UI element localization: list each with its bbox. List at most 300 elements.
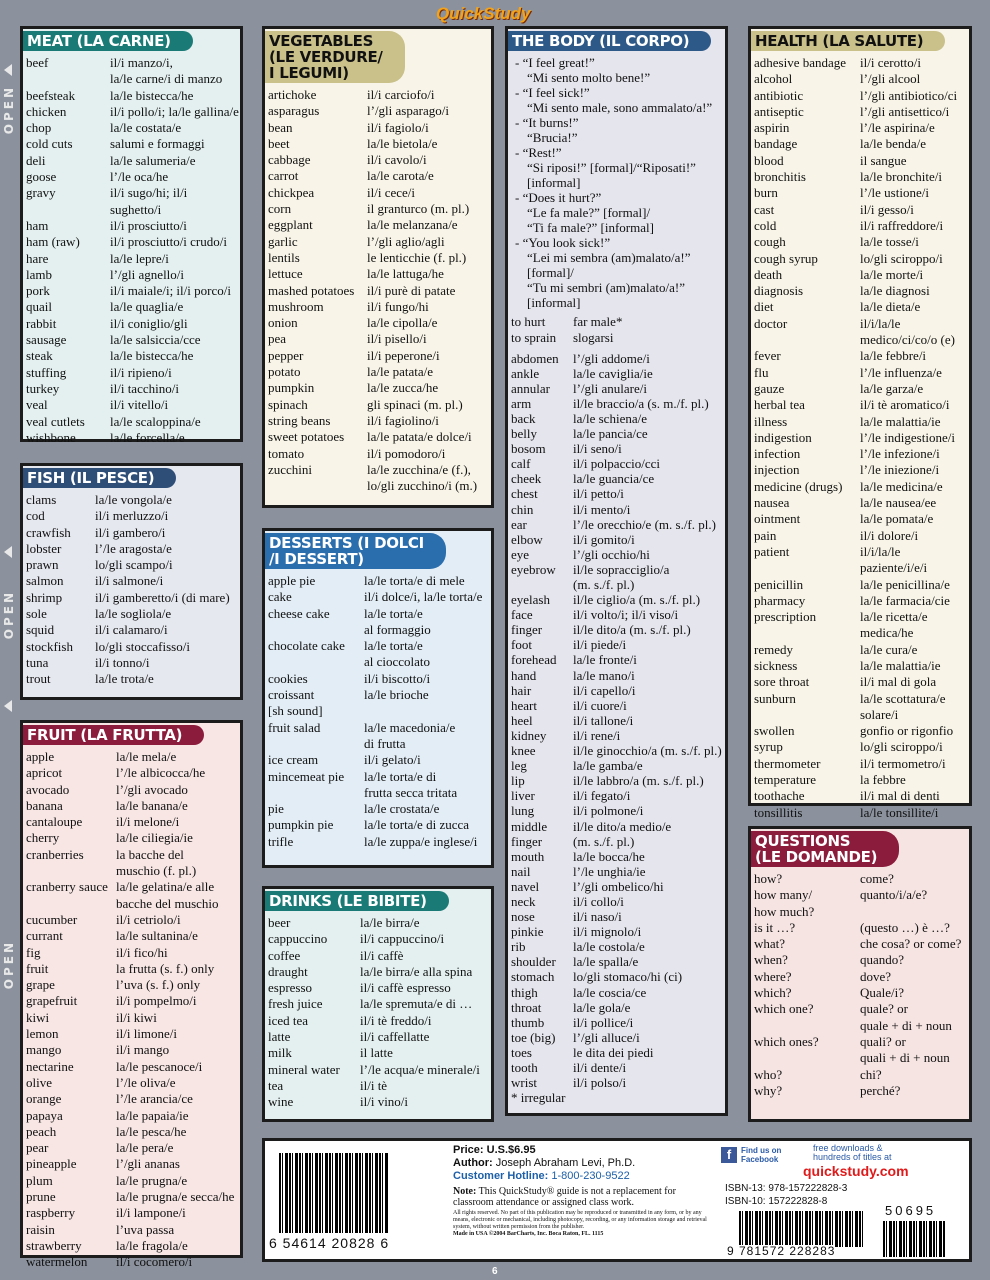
list-item	[26, 120, 240, 136]
italian-term: la/le pescanoce/i	[116, 1058, 203, 1074]
italian-term: la/le mano/i	[573, 667, 635, 683]
list-item	[268, 413, 491, 429]
list-item	[26, 1189, 240, 1205]
italian-term: l’/le oca/he	[110, 169, 169, 185]
english-term: lemon	[26, 1026, 59, 1042]
italian-term: la/le pomata/e	[860, 511, 934, 527]
english-term: ointment	[754, 511, 801, 527]
open-arrow-icon	[4, 64, 12, 76]
english-term: indigestion	[754, 429, 812, 445]
italian-term: la febbre	[860, 772, 906, 788]
english-term: grapefruit	[26, 993, 78, 1009]
english-term: injection	[754, 462, 800, 478]
italian-term: il/i tallone/i	[573, 712, 634, 728]
list-item	[26, 557, 240, 573]
panel-title: FISH (IL PESCE)	[23, 468, 176, 488]
list-item	[268, 446, 491, 462]
italian-term: la/le birra/e alla spina	[360, 963, 473, 979]
italian-term: il/i polpaccio/cci	[573, 456, 660, 472]
list-item	[268, 769, 491, 802]
english-term: fever	[754, 348, 781, 364]
english-term: sunburn	[754, 690, 796, 706]
english-term: steak	[26, 348, 53, 364]
english-term: deli	[26, 152, 46, 168]
list-item	[754, 462, 969, 478]
english-term: pumpkin pie	[268, 817, 334, 833]
english-term: chicken	[26, 103, 67, 119]
italian-term: la/le pera/e	[116, 1140, 174, 1156]
italian-term: l’/gli alcool	[860, 71, 921, 87]
english-term: finger	[511, 622, 543, 638]
italian-term: la/le pesca/he	[116, 1123, 187, 1139]
list-item	[754, 788, 969, 804]
english-term: fig	[26, 944, 41, 960]
italian-term: il/i caffellatte	[360, 1029, 430, 1045]
italian-term: la bacche del muschio (f. pl.)	[116, 846, 197, 879]
list-item	[754, 185, 969, 201]
english-term: middle finger	[511, 818, 548, 849]
italian-term: la/le torta/e di zucca	[364, 817, 470, 833]
english-term: plum	[26, 1172, 53, 1188]
english-term: where?	[754, 968, 792, 984]
list-item	[511, 1030, 725, 1045]
italian-term: il/i fagiolo/i	[367, 119, 429, 135]
vocab-list	[26, 55, 240, 446]
italian-term: la/le bietola/e	[367, 135, 438, 151]
italian-term: la/le vongola/e	[95, 492, 172, 507]
english-term: nectarine	[26, 1058, 74, 1074]
vocab-list	[268, 573, 491, 850]
english-term: iced tea	[268, 1012, 309, 1028]
list-item	[26, 639, 240, 655]
list-item	[268, 462, 491, 495]
english-term: liver	[511, 788, 535, 804]
list-item	[754, 1034, 969, 1067]
list-item	[511, 1015, 725, 1030]
english-term: peach	[26, 1123, 57, 1139]
english-term: beer	[268, 915, 291, 930]
list-item	[511, 547, 725, 562]
english-term: rabbit	[26, 315, 57, 331]
italian-term: l’/le acqua/e minerale/i	[360, 1061, 480, 1077]
list-item	[26, 1205, 240, 1221]
italian-term: il/i vitello/i	[110, 397, 169, 413]
list-item	[268, 1013, 491, 1029]
english-term: lobster	[26, 540, 62, 556]
list-item	[26, 332, 240, 348]
english-term: eggplant	[268, 217, 313, 233]
english-term: chop	[26, 120, 52, 136]
english-term: burn	[754, 185, 778, 201]
italian-term: la/le trota/e	[95, 671, 154, 687]
phrase-line: - “It burns!”	[515, 115, 579, 130]
list-item	[268, 136, 491, 152]
italian-term: l’/le aspirina/e	[860, 120, 935, 136]
list-item	[511, 562, 725, 592]
english-term: cookies	[268, 670, 308, 686]
author-label: Author:	[453, 1157, 493, 1169]
list-item	[511, 314, 725, 330]
list-item	[754, 1001, 969, 1034]
panel-title: FRUIT (LA FRUTTA)	[23, 725, 204, 745]
english-term: chest	[511, 486, 538, 502]
italian-term: l’/le unghia/ie	[573, 863, 646, 879]
english-term: apple pie	[268, 573, 316, 588]
vocab-list	[754, 871, 969, 1099]
italian-term: la/le sogliola/e	[95, 606, 172, 622]
english-term: beefsteak	[26, 87, 76, 103]
english-term: which one?	[754, 1001, 814, 1017]
list-item	[26, 814, 240, 830]
italian-term: quale? or quale + di + noun	[860, 1001, 952, 1033]
italian-term: l’/gli occhio/hi	[573, 546, 650, 562]
italian-term: il/le braccio/a (s. m./f. pl.)	[573, 395, 709, 411]
panel-title: QUESTIONS (LE DOMANDE)	[751, 831, 899, 867]
list-item	[754, 348, 969, 364]
panel-title: DESSERTS (I DOLCI /I DESSERT)	[265, 533, 446, 569]
italian-term: l’/gli asparago/i	[367, 103, 449, 119]
note: This QuickStudy® guide is not a replacement for classroom attendance or assigned class work.	[453, 1186, 676, 1208]
italian-term: che cosa? or come?	[860, 936, 962, 952]
list-item	[754, 55, 969, 71]
english-term: hair	[511, 682, 532, 698]
english-term: nose	[511, 909, 535, 925]
english-term: wine	[268, 1094, 294, 1110]
list-item	[268, 801, 491, 817]
italian-term: il/i caffè	[360, 947, 404, 963]
italian-term: la/le tosse/i	[860, 234, 919, 250]
italian-term: il/i prosciutto/i	[110, 217, 187, 233]
list-item	[268, 120, 491, 136]
italian-term: la frutta (s. f.) only	[116, 960, 215, 976]
english-term: beef	[26, 55, 49, 70]
vocab-list	[268, 87, 491, 494]
list-item	[268, 1094, 491, 1110]
downloads-text: free downloads & hundreds of titles at	[813, 1143, 892, 1162]
list-item	[26, 1042, 240, 1058]
list-item	[511, 607, 725, 622]
italian-term: quando?	[860, 952, 905, 968]
english-term: corn	[268, 201, 292, 217]
list-item	[268, 834, 491, 850]
english-term: cold cuts	[26, 136, 73, 152]
facebook-link[interactable]: Find us on Facebook	[741, 1146, 782, 1164]
phrase-line: “Brucia!”	[527, 130, 578, 145]
list-item	[754, 120, 969, 136]
english-term: pie	[268, 801, 284, 817]
italian-term: la/le lattuga/he	[367, 266, 444, 282]
english-term: penicillin	[754, 576, 804, 592]
isbn-13: ISBN-13: 978-157222828-3	[725, 1183, 848, 1194]
english-term: shrimp	[26, 589, 63, 605]
list-item	[754, 136, 969, 152]
english-term: pineapple	[26, 1156, 77, 1172]
english-term: lip	[511, 773, 525, 789]
english-term: cod	[26, 508, 45, 524]
english-term: cough	[754, 234, 786, 250]
facebook-icon[interactable]: f	[721, 1147, 737, 1163]
english-term: trout	[26, 671, 51, 687]
english-term: chickpea	[268, 184, 315, 200]
list-item	[26, 1059, 240, 1075]
list-item	[511, 713, 725, 728]
english-term: thigh	[511, 984, 538, 1000]
italian-term: il/i fico/hi	[116, 944, 168, 960]
english-term: death	[754, 266, 783, 282]
english-term: aspirin	[754, 120, 790, 136]
italian-term: la/le benda/e	[860, 136, 927, 152]
english-term: trifle	[268, 833, 294, 849]
list-item	[754, 739, 969, 755]
italian-term: le dita dei piedi	[573, 1044, 654, 1060]
list-item	[26, 492, 240, 508]
italian-term: il/i dente/i	[573, 1060, 627, 1075]
italian-term: la/le gelatina/e alle bacche del muschio	[116, 879, 219, 911]
italian-term: la/le quaglia/e	[110, 299, 184, 315]
list-item	[26, 573, 240, 589]
italian-term: il/i polmone/i	[573, 803, 644, 819]
english-term: cucumber	[26, 911, 78, 927]
english-term: lentils	[268, 249, 300, 265]
italian-term: il/i peperone/i	[367, 347, 440, 363]
italian-term: il/i tè aromatico/i	[860, 397, 950, 413]
english-term: gauze	[754, 380, 785, 396]
italian-term: il/i salmone/i	[95, 573, 164, 589]
english-term: belly	[511, 426, 537, 442]
list-item	[268, 315, 491, 331]
fruit-panel	[20, 720, 243, 1270]
italian-term: l’/le influenza/e	[860, 364, 942, 380]
fish-panel	[20, 463, 243, 700]
italian-term: la/le farmacia/cie	[860, 592, 950, 608]
list-item	[26, 749, 240, 765]
italian-term: il latte	[360, 1045, 393, 1061]
list-item	[511, 879, 725, 894]
italian-term: la/le patata/e dolce/i	[367, 429, 472, 445]
italian-term: la/le gamba/e	[573, 758, 643, 774]
list-item	[511, 1000, 725, 1015]
english-term: flu	[754, 364, 769, 380]
italian-term: il/i dolore/i	[860, 527, 919, 543]
list-item	[511, 985, 725, 1000]
list-item	[26, 88, 240, 104]
english-term: cough syrup	[754, 250, 818, 266]
english-term: olive	[26, 1074, 52, 1090]
italian-term: il/i gomito/i	[573, 531, 635, 547]
list-item	[268, 331, 491, 347]
italian-term: il/i collo/i	[573, 893, 624, 909]
list-item	[268, 671, 491, 687]
english-term: lung	[511, 803, 535, 819]
list-item	[26, 1254, 240, 1270]
italian-term: la/le forcella/e	[110, 429, 185, 445]
english-term: currant	[26, 928, 63, 944]
italian-term: il/i merluzzo/i	[95, 508, 169, 524]
italian-term: il granturco (m. pl.)	[367, 201, 470, 217]
price-barcode	[883, 1221, 945, 1257]
english-term: bandage	[754, 136, 798, 152]
english-term: prune	[26, 1189, 56, 1205]
list-item	[511, 396, 725, 411]
english-term: coffee	[268, 947, 301, 963]
english-term: back	[511, 410, 536, 426]
italian-term: il/i vino/i	[360, 1094, 409, 1110]
list-item	[511, 411, 725, 426]
italian-term: la/le fragola/e	[116, 1237, 188, 1253]
italian-term: il/i mal di gola	[860, 674, 937, 690]
italian-term: la/le medicina/e	[860, 478, 943, 494]
italian-term: la/le scaloppina/e	[110, 413, 201, 429]
list-item	[754, 446, 969, 462]
italian-term: il/i cece/i	[367, 184, 416, 200]
list-item	[26, 945, 240, 961]
italian-term: la/le patata/e	[367, 364, 434, 380]
english-term: cake	[268, 589, 292, 605]
english-term: pinkie	[511, 924, 544, 940]
list-item	[26, 397, 240, 413]
english-term: stuffing	[26, 364, 67, 380]
english-term: clams	[26, 492, 57, 507]
list-item	[511, 909, 725, 924]
price-code: 50695	[885, 1203, 937, 1218]
english-term: spinach	[268, 396, 308, 412]
italian-term: la/le costola/e	[573, 939, 645, 955]
english-term: draught	[268, 963, 308, 979]
list-item	[754, 430, 969, 446]
english-term: thermometer	[754, 755, 821, 771]
english-term: antiseptic	[754, 103, 804, 119]
italian-term: la/le sultanina/e	[116, 928, 198, 944]
italian-term: il/i mango	[116, 1042, 170, 1058]
italian-term: il/i seno/i	[573, 441, 622, 457]
list-item	[268, 915, 491, 931]
italian-term: la/le spremuta/e di …	[360, 996, 473, 1012]
english-term: pharmacy	[754, 592, 806, 608]
italian-term: chi?	[860, 1066, 882, 1082]
italian-term: il/i limone/i	[116, 1026, 178, 1042]
list-item	[26, 267, 240, 283]
list-item	[26, 299, 240, 315]
list-item	[511, 622, 725, 637]
italian-term: la/le bistecca/he	[110, 348, 194, 364]
english-term: arm	[511, 395, 532, 411]
italian-term: il/i cuore/i	[573, 697, 627, 713]
author: Joseph Abraham Levi, Ph.D.	[495, 1157, 636, 1169]
english-term: hare	[26, 250, 49, 266]
italian-term: lo/gli sciroppo/i	[860, 739, 943, 755]
list-item	[511, 517, 725, 532]
list-item	[511, 366, 725, 381]
upc-number: 6 54614 20828 6	[269, 1235, 390, 1251]
english-term: prawn	[26, 557, 59, 573]
english-term: diagnosis	[754, 283, 804, 299]
english-term: carrot	[268, 168, 299, 184]
italian-term: il/i pompelmo/i	[116, 993, 197, 1009]
english-term: avocado	[26, 781, 70, 797]
list-item	[26, 928, 240, 944]
list-item	[26, 847, 240, 880]
italian-term: il/i pisello/i	[367, 331, 427, 347]
health-panel	[748, 26, 972, 820]
list-item	[754, 936, 969, 952]
english-term: how many/ how much?	[754, 887, 815, 919]
italian-term: gli spinaci (m. pl.)	[367, 396, 463, 412]
list-item	[268, 283, 491, 299]
list-item	[26, 1222, 240, 1238]
english-term: pork	[26, 283, 50, 299]
italian-term: l’/le orecchio/e (m. s./f. pl.)	[573, 516, 716, 532]
italian-term: il/i melone/i	[116, 814, 180, 830]
list-item	[26, 655, 240, 671]
english-term: heart	[511, 697, 537, 713]
english-term: espresso	[268, 980, 313, 996]
italian-term: il/i gesso/i	[860, 201, 914, 217]
english-term: kiwi	[26, 1009, 50, 1025]
english-term: artichoke	[268, 87, 317, 102]
italian-term: quanto/i/a/e?	[860, 887, 928, 903]
english-term: chin	[511, 501, 534, 517]
english-term: crawfish	[26, 524, 71, 540]
list-item	[268, 87, 491, 103]
phrase-list	[511, 55, 725, 310]
italian-term: la/le dieta/e	[860, 299, 921, 315]
english-term: bronchitis	[754, 169, 806, 185]
list-item	[26, 55, 240, 88]
english-term: sole	[26, 606, 47, 622]
list-item	[26, 185, 240, 218]
italian-term: lo/gli stoccafisso/i	[95, 638, 190, 654]
list-item	[511, 1075, 725, 1090]
list-item	[754, 234, 969, 250]
italian-term: il/i mal di denti	[860, 788, 940, 804]
list-item	[511, 456, 725, 471]
english-term: asparagus	[268, 103, 320, 119]
phrase-line: “Tu mi sembri (am)malato/a!” [informal]	[527, 280, 686, 310]
italian-term: il/i pollo/i; la/le gallina/e	[110, 103, 239, 119]
italian-term: la/le cipolla/e	[367, 315, 438, 331]
english-term: pepper	[268, 347, 304, 363]
side-open-label: OPEN	[2, 940, 16, 990]
list-item	[26, 1156, 240, 1172]
list-item	[754, 381, 969, 397]
english-term: medicine (drugs)	[754, 478, 843, 494]
list-item	[754, 299, 969, 315]
english-term: mouth	[511, 848, 545, 864]
list-item	[268, 817, 491, 833]
italian-term: il/i purè di patate	[367, 282, 456, 298]
italian-term: la/le schiena/e	[573, 410, 647, 426]
italian-term: il/i/la/le medico/ci/co/o (e)	[860, 315, 955, 348]
italian-term: il/i pomodoro/i	[367, 445, 446, 461]
list-item	[26, 104, 240, 120]
list-item	[754, 169, 969, 185]
english-term: thumb	[511, 1014, 545, 1030]
english-term: quail	[26, 299, 52, 315]
phrase-line: “Mi sento molto bene!”	[527, 70, 651, 85]
website-link[interactable]: quickstudy.com	[803, 1163, 909, 1179]
italian-term: la/le ciliegia/ie	[116, 830, 193, 846]
italian-term: l’/gli avocado	[116, 781, 188, 797]
english-term: doctor	[754, 315, 788, 331]
italian-term: il/i capello/i	[573, 682, 636, 698]
list-item	[511, 1060, 725, 1075]
english-term: cold	[754, 217, 777, 233]
english-term: temperature	[754, 772, 817, 788]
english-term: knee	[511, 743, 536, 759]
english-term: sweet potatoes	[268, 429, 345, 445]
list-item	[26, 912, 240, 928]
italian-term: il/i gelato/i	[364, 752, 421, 768]
